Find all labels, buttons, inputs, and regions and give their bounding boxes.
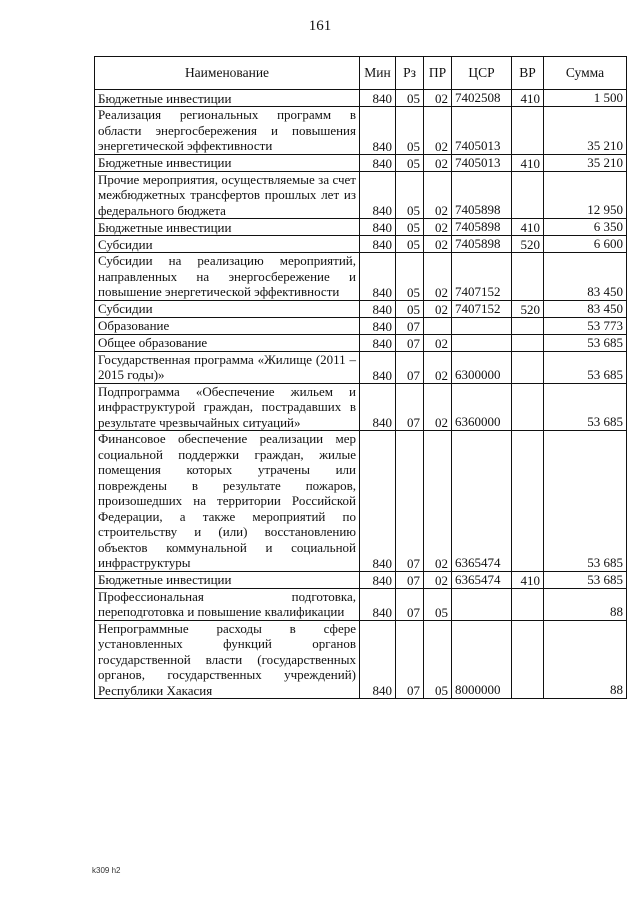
- cell-name: Бюджетные инвестиции: [95, 219, 360, 236]
- cell-min: 840: [360, 351, 396, 383]
- cell-sum: 53 685: [544, 334, 627, 351]
- cell-vr: 410: [512, 154, 544, 171]
- cell-csr: 6365474: [452, 431, 512, 572]
- cell-rz: 07: [396, 334, 424, 351]
- cell-sum: 53 685: [544, 351, 627, 383]
- cell-sum: 35 210: [544, 154, 627, 171]
- cell-rz: 05: [396, 90, 424, 107]
- cell-name: Непрограммные расходы в сфере установленных функций органов государственной власти (государственных органов, государственных учреждений) Республики Хакасия: [95, 620, 360, 699]
- cell-csr: [452, 588, 512, 620]
- cell-rz: 05: [396, 236, 424, 253]
- table-row: [95, 317, 627, 334]
- table-row: [95, 253, 627, 301]
- header-min: Мин: [360, 57, 396, 90]
- cell-rz: 07: [396, 571, 424, 588]
- cell-vr: [512, 431, 544, 572]
- cell-name: Профессиональная подготовка, переподготовка и повышение квалификации: [95, 588, 360, 620]
- cell-csr: 8000000: [452, 620, 512, 699]
- cell-csr: 6360000: [452, 383, 512, 431]
- cell-vr: [512, 317, 544, 334]
- table-row: [95, 219, 627, 236]
- cell-sum: 83 450: [544, 300, 627, 317]
- cell-pr: 02: [424, 571, 452, 588]
- cell-vr: [512, 620, 544, 699]
- cell-pr: 02: [424, 154, 452, 171]
- cell-min: 840: [360, 620, 396, 699]
- cell-name: Субсидии на реализацию мероприятий, направленных на энергосбережение и повышение энергетической эффективности: [95, 253, 360, 301]
- table-header-row: [95, 57, 627, 90]
- cell-pr: 02: [424, 351, 452, 383]
- cell-name: Образование: [95, 317, 360, 334]
- cell-vr: 410: [512, 219, 544, 236]
- header-pr: ПР: [424, 57, 452, 90]
- cell-rz: 05: [396, 171, 424, 219]
- cell-name: Прочие мероприятия, осуществляемые за счет межбюджетных трансфертов прошлых лет из федерального бюджета: [95, 171, 360, 219]
- cell-rz: 07: [396, 351, 424, 383]
- cell-rz: 07: [396, 383, 424, 431]
- cell-rz: 05: [396, 154, 424, 171]
- cell-min: 840: [360, 300, 396, 317]
- cell-pr: 02: [424, 383, 452, 431]
- cell-name: Субсидии: [95, 236, 360, 253]
- cell-min: 840: [360, 219, 396, 236]
- table-row: [95, 571, 627, 588]
- cell-rz: 05: [396, 219, 424, 236]
- cell-min: 840: [360, 107, 396, 155]
- cell-min: 840: [360, 334, 396, 351]
- cell-vr: [512, 253, 544, 301]
- cell-pr: [424, 317, 452, 334]
- table-row: [95, 351, 627, 383]
- cell-min: 840: [360, 253, 396, 301]
- cell-min: 840: [360, 431, 396, 572]
- cell-min: 840: [360, 90, 396, 107]
- cell-sum: 35 210: [544, 107, 627, 155]
- table-row: [95, 383, 627, 431]
- cell-csr: [452, 334, 512, 351]
- cell-sum: 6 600: [544, 236, 627, 253]
- cell-sum: 88: [544, 588, 627, 620]
- cell-name: Бюджетные инвестиции: [95, 571, 360, 588]
- cell-min: 840: [360, 383, 396, 431]
- cell-name: Подпрограмма «Обеспечение жильем и инфраструктурой граждан, пострадавших в результате чрезвычайных ситуаций»: [95, 383, 360, 431]
- cell-vr: 410: [512, 90, 544, 107]
- cell-csr: 7402508: [452, 90, 512, 107]
- cell-min: 840: [360, 317, 396, 334]
- cell-csr: 7407152: [452, 253, 512, 301]
- cell-min: 840: [360, 236, 396, 253]
- cell-name: Финансовое обеспечение реализации мер социальной поддержки граждан, жилые помещения которых утрачены или повреждены в результате пожаров, произошедших на территории Российской Федерации, а также мероприятий по строительству и (или) восстановлению объектов коммунальной и социальной инфраструктуры: [95, 431, 360, 572]
- budget-table: [94, 56, 627, 699]
- cell-pr: 02: [424, 300, 452, 317]
- cell-pr: 02: [424, 334, 452, 351]
- cell-min: 840: [360, 571, 396, 588]
- cell-name: Бюджетные инвестиции: [95, 90, 360, 107]
- cell-pr: 02: [424, 253, 452, 301]
- cell-csr: [452, 317, 512, 334]
- cell-csr: 7405013: [452, 107, 512, 155]
- cell-csr: 6365474: [452, 571, 512, 588]
- table-row: [95, 620, 627, 699]
- cell-sum: 1 500: [544, 90, 627, 107]
- header-name: Наименование: [95, 57, 360, 90]
- cell-vr: [512, 107, 544, 155]
- cell-rz: 07: [396, 620, 424, 699]
- cell-sum: 53 773: [544, 317, 627, 334]
- cell-pr: 02: [424, 107, 452, 155]
- header-sum: Сумма: [544, 57, 627, 90]
- table-row: [95, 588, 627, 620]
- header-csr: ЦСР: [452, 57, 512, 90]
- table-row: [95, 236, 627, 253]
- cell-sum: 83 450: [544, 253, 627, 301]
- cell-rz: 07: [396, 588, 424, 620]
- cell-rz: 07: [396, 431, 424, 572]
- cell-rz: 05: [396, 107, 424, 155]
- cell-pr: 02: [424, 431, 452, 572]
- cell-vr: [512, 171, 544, 219]
- cell-min: 840: [360, 154, 396, 171]
- cell-sum: 53 685: [544, 571, 627, 588]
- table-row: [95, 154, 627, 171]
- cell-pr: 02: [424, 171, 452, 219]
- cell-csr: 7407152: [452, 300, 512, 317]
- cell-pr: 05: [424, 588, 452, 620]
- cell-name: Государственная программа «Жилище (2011 – 2015 годы)»: [95, 351, 360, 383]
- cell-name: Бюджетные инвестиции: [95, 154, 360, 171]
- cell-sum: 6 350: [544, 219, 627, 236]
- header-vr: ВР: [512, 57, 544, 90]
- cell-min: 840: [360, 171, 396, 219]
- cell-rz: 05: [396, 300, 424, 317]
- footer-code: k309 h2: [92, 866, 121, 875]
- table-row: [95, 300, 627, 317]
- table-row: [95, 107, 627, 155]
- cell-vr: 410: [512, 571, 544, 588]
- cell-sum: 88: [544, 620, 627, 699]
- cell-csr: 7405898: [452, 236, 512, 253]
- cell-pr: 05: [424, 620, 452, 699]
- header-rz: Рз: [396, 57, 424, 90]
- cell-rz: 07: [396, 317, 424, 334]
- cell-csr: 7405898: [452, 219, 512, 236]
- cell-vr: [512, 334, 544, 351]
- cell-sum: 12 950: [544, 171, 627, 219]
- cell-csr: 6300000: [452, 351, 512, 383]
- cell-pr: 02: [424, 219, 452, 236]
- cell-vr: [512, 588, 544, 620]
- cell-vr: 520: [512, 236, 544, 253]
- cell-pr: 02: [424, 236, 452, 253]
- cell-name: Общее образование: [95, 334, 360, 351]
- table-row: [95, 90, 627, 107]
- cell-vr: 520: [512, 300, 544, 317]
- cell-name: Реализация региональных программ в области энергосбережения и повышения энергетической эффективности: [95, 107, 360, 155]
- cell-sum: 53 685: [544, 431, 627, 572]
- cell-rz: 05: [396, 253, 424, 301]
- table-row: [95, 334, 627, 351]
- page-number: 161: [308, 18, 332, 34]
- cell-vr: [512, 351, 544, 383]
- cell-pr: 02: [424, 90, 452, 107]
- cell-min: 840: [360, 588, 396, 620]
- table-row: [95, 431, 627, 572]
- cell-sum: 53 685: [544, 383, 627, 431]
- table-row: [95, 171, 627, 219]
- cell-name: Субсидии: [95, 300, 360, 317]
- cell-csr: 7405898: [452, 171, 512, 219]
- table-body: [95, 90, 627, 699]
- cell-csr: 7405013: [452, 154, 512, 171]
- cell-vr: [512, 383, 544, 431]
